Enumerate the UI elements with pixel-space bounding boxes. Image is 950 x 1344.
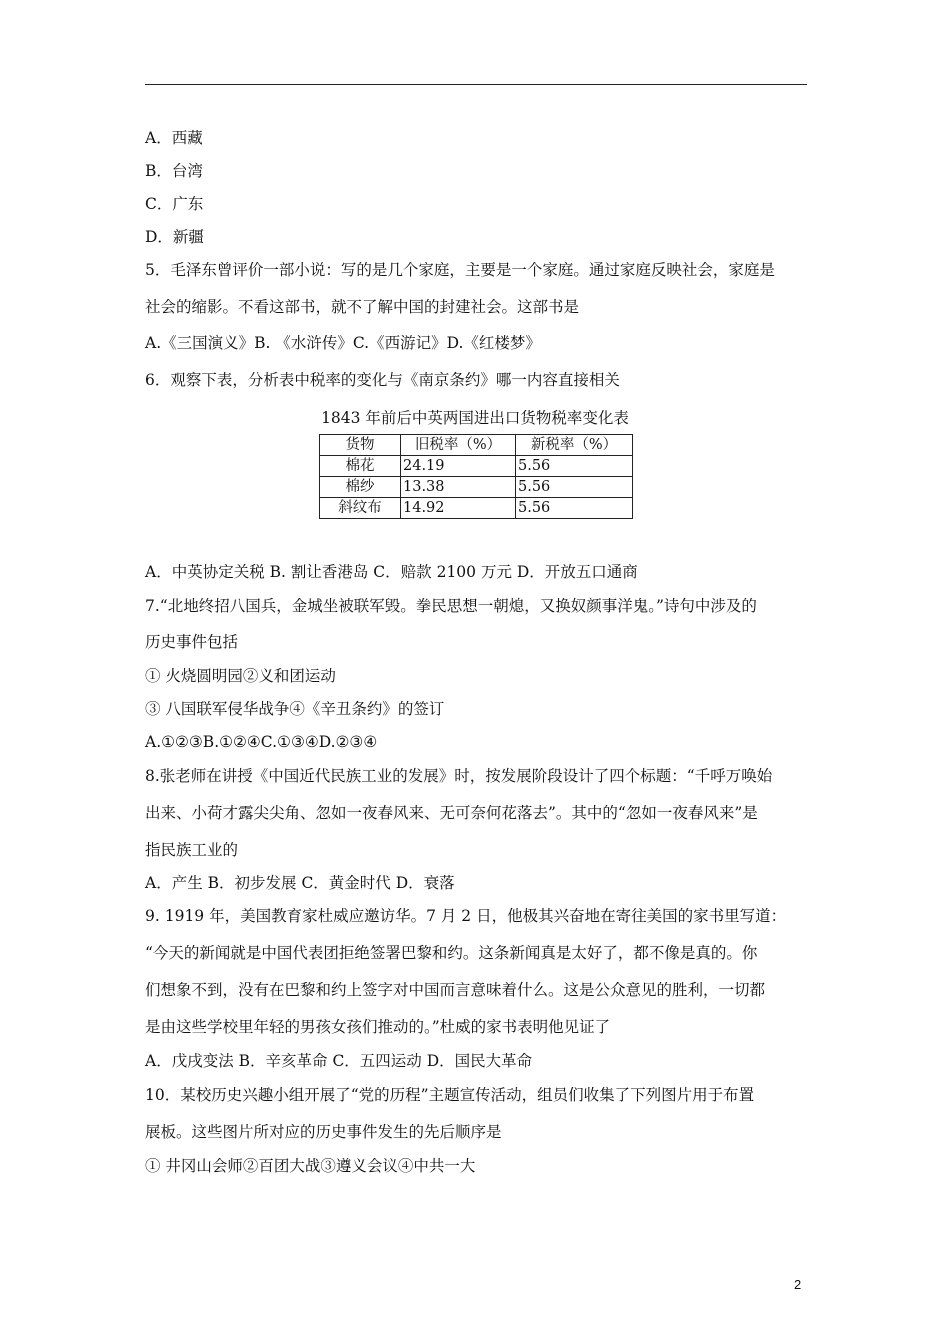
- question-5-line-1: 5．毛泽东曾评价一部小说：写的是几个家庭，主要是一个家庭。通过家庭反映社会，家庭是: [145, 261, 775, 279]
- question-10-line-2: 展板。这些图片所对应的历史事件发生的先后顺序是: [145, 1123, 502, 1141]
- header-old-rate: 旧税率（%）: [401, 435, 516, 456]
- question-5-options: A.《三国演义》B. 《水浒传》C.《西游记》D.《红楼梦》: [145, 334, 541, 352]
- option-c-guangdong: C．广东: [145, 195, 204, 213]
- question-8-line-3: 指民族工业的: [145, 841, 239, 859]
- question-9-line-1: 9. 1919 年，美国教育家杜威应邀访华。7 月 2 日，他极其兴奋地在寄往美国的家书里写道：: [145, 907, 787, 925]
- option-b-taiwan: B．台湾: [145, 162, 203, 180]
- question-9-options: A．戊戌变法 B．辛亥革命 C．五四运动 D．国民大革命: [145, 1052, 533, 1070]
- tax-rate-table: [319, 434, 633, 519]
- question-7-line-1: 7.“北地终招八国兵，金城坐被联军毁。拳民思想一朝熄，又换奴颜事洋鬼。”诗句中涉及的: [145, 597, 757, 615]
- question-10-items: ① 井冈山会师②百团大战③遵义会议④中共一大: [145, 1157, 476, 1175]
- question-6-stem: 6．观察下表，分析表中税率的变化与《南京条约》哪一内容直接相关: [145, 371, 620, 389]
- question-9-line-2: “今天的新闻就是中国代表团拒绝签署巴黎和约。这条新闻真是太好了，都不像是真的。你: [145, 944, 758, 962]
- table-header-row: [320, 435, 633, 456]
- question-7-options: A.①②③B.①②④C.①③④D.②③④: [145, 733, 378, 751]
- question-8-options: A．产生 B．初步发展 C．黄金时代 D．衰落: [145, 874, 455, 892]
- cell-new-rate: 5.56: [516, 477, 633, 498]
- header-goods: 货物: [320, 435, 401, 456]
- cell-old-rate: 13.38: [401, 477, 516, 498]
- question-7-item-1: ① 火烧圆明园②义和团运动: [145, 667, 336, 685]
- question-8-line-1: 8.张老师在讲授《中国近代民族工业的发展》时，按发展阶段设计了四个标题：“千呼万唤始: [145, 767, 773, 785]
- cell-goods: 棉花: [320, 456, 401, 477]
- table-row: [320, 477, 633, 498]
- cell-goods: 斜纹布: [320, 498, 401, 519]
- question-6-options: A．中英协定关税 B. 割让香港岛 C．赔款 2100 万元 D．开放五口通商: [145, 563, 638, 581]
- table-row: [320, 498, 633, 519]
- table-caption: 1843 年前后中英两国进出口货物税率变化表: [321, 409, 629, 427]
- question-8-line-2: 出来、小荷才露尖尖角、忽如一夜春风来、无可奈何花落去”。其中的“忽如一夜春风来”是: [145, 804, 758, 822]
- option-d-xinjiang: D．新疆: [145, 228, 204, 246]
- page-number: 2: [794, 1277, 802, 1292]
- question-9-line-4: 是由这些学校里年轻的男孩女孩们推动的。”杜威的家书表明他见证了: [145, 1018, 611, 1036]
- question-7-item-2: ③ 八国联军侵华战争④《辛丑条约》的签订: [145, 700, 445, 718]
- question-5-line-2: 社会的缩影。不看这部书，就不了解中国的封建社会。这部书是: [145, 298, 580, 316]
- question-10-line-1: 10．某校历史兴趣小组开展了“党的历程”主题宣传活动，组员们收集了下列图片用于布置: [145, 1086, 755, 1104]
- table-row: [320, 456, 633, 477]
- header-new-rate: 新税率（%）: [516, 435, 633, 456]
- cell-new-rate: 5.56: [516, 456, 633, 477]
- option-a-tibet: A．西藏: [145, 129, 203, 147]
- header-rule: [145, 84, 807, 85]
- question-9-line-3: 们想象不到，没有在巴黎和约上签字对中国而言意味着什么。这是公众意见的胜利，一切都: [145, 981, 766, 999]
- cell-old-rate: 14.92: [401, 498, 516, 519]
- question-7-line-2: 历史事件包括: [145, 633, 239, 651]
- cell-goods: 棉纱: [320, 477, 401, 498]
- cell-new-rate: 5.56: [516, 498, 633, 519]
- cell-old-rate: 24.19: [401, 456, 516, 477]
